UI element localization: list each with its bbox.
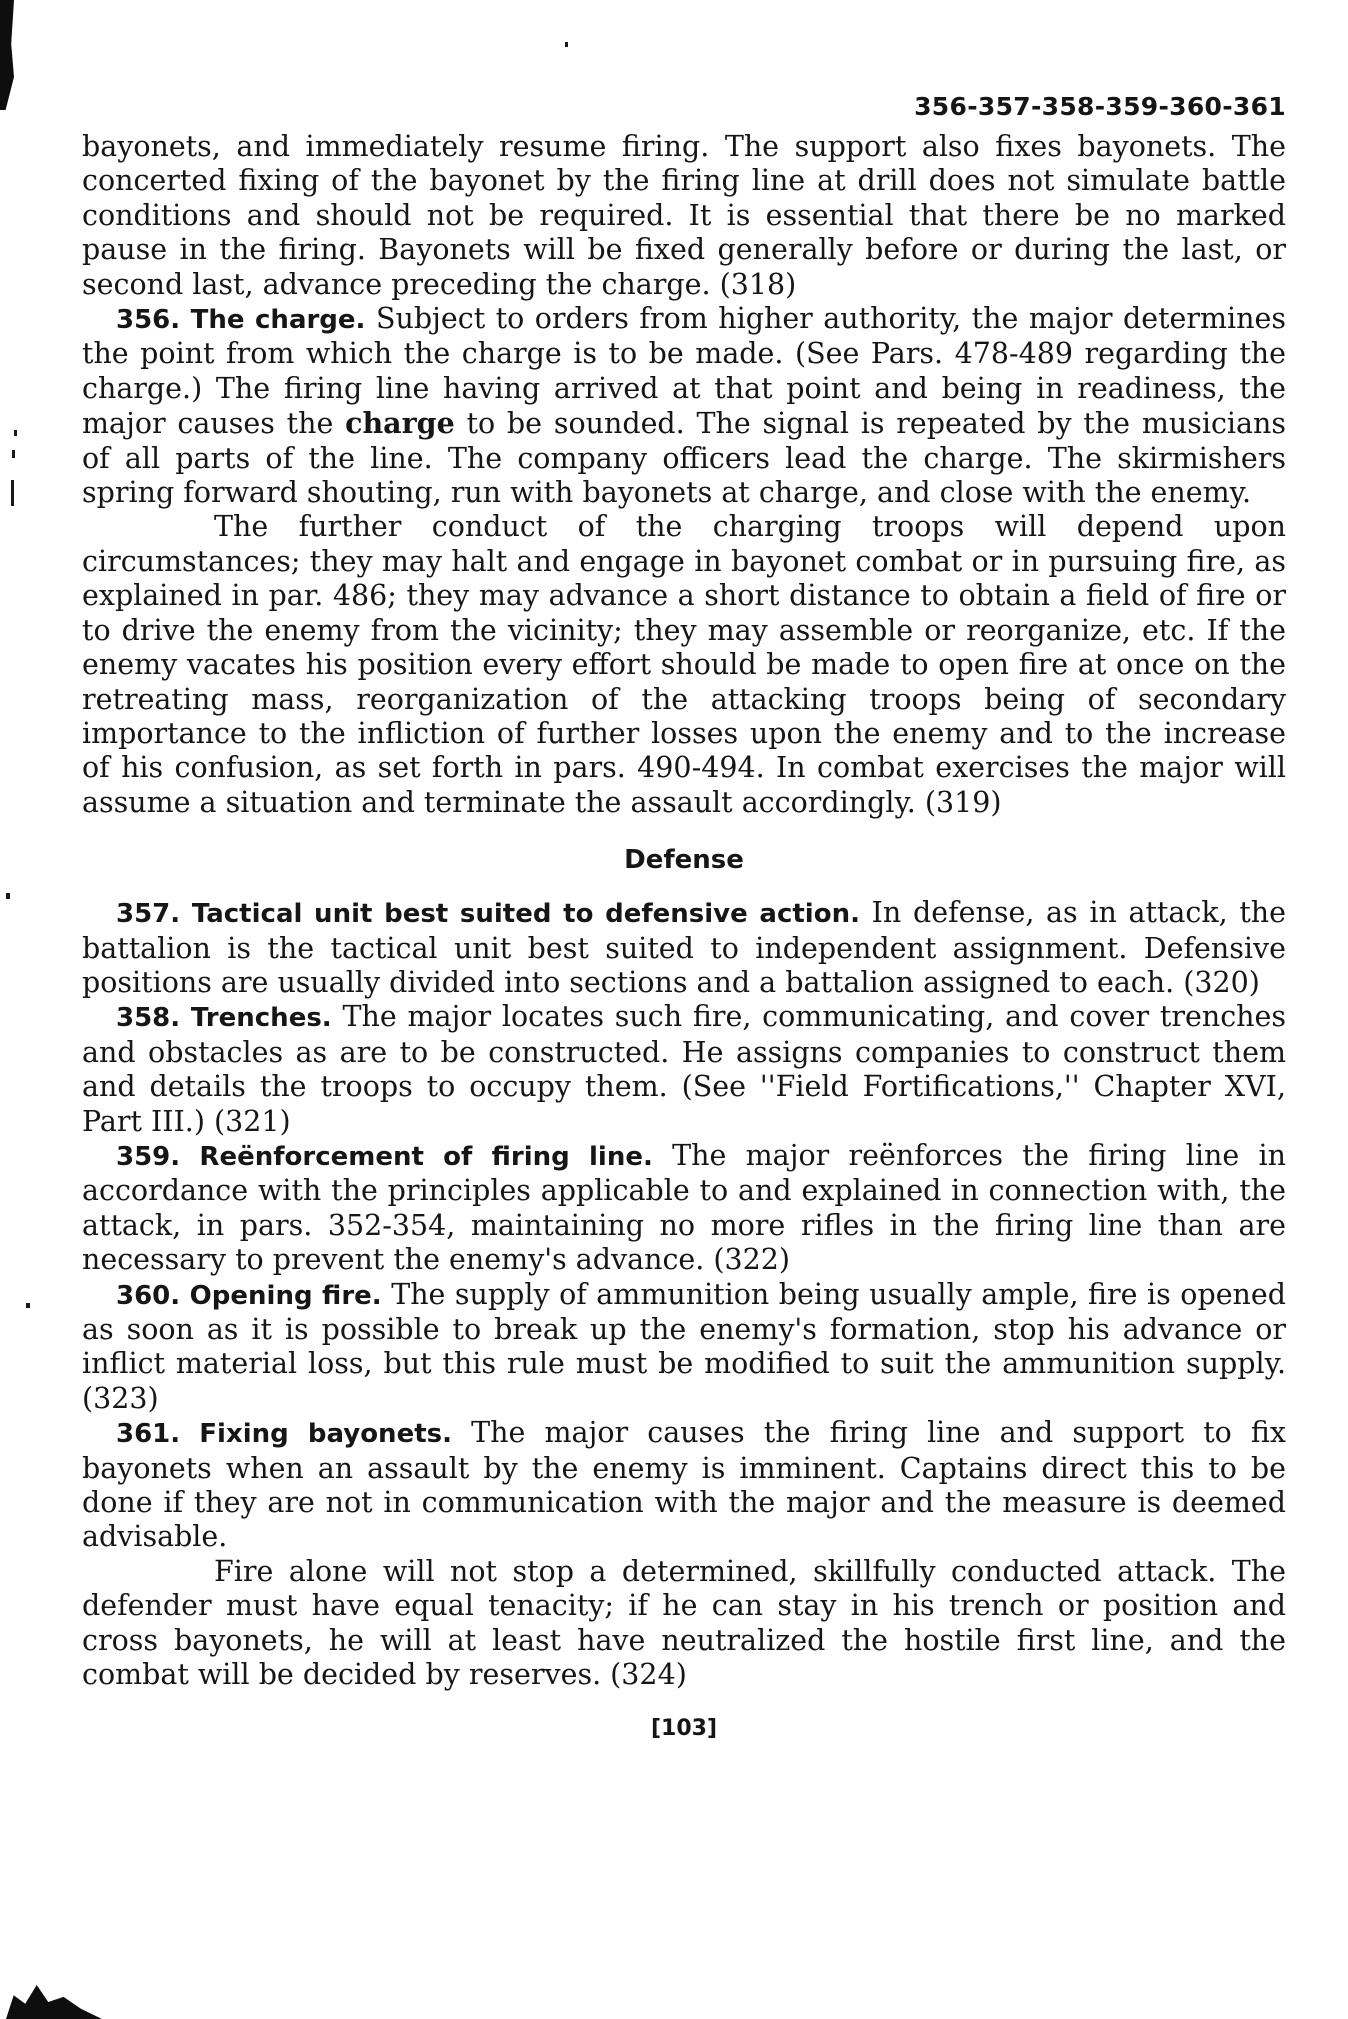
paragraph-title: Trenches. — [190, 1003, 332, 1034]
paragraph-text: The major locates such fire, communicating, and cover trenches and obstacles as are to be constructed. He assigns companies to construct them and details the troops to occupy them. (See ''Field Fortifications,'' Chapter XVI, Part III.) (321) — [82, 1000, 1287, 1138]
paragraph-number: 358. — [116, 1003, 181, 1034]
paragraph-number: 357. — [116, 899, 181, 930]
margin-speck — [6, 893, 10, 899]
paragraph-358 — [82, 1000, 1286, 1139]
paragraph-title: Fixing bayonets. — [199, 1419, 452, 1450]
paragraph-text: to be sounded. The signal is repeated by the musicians of all parts of the line. The company officers lead the charge. The skirmishers spring forward shouting, run with bayonets at charge, and close with the enemy. — [82, 407, 1287, 510]
paragraph-361 — [82, 1416, 1286, 1555]
paragraph-356-continuation: The further conduct of the charging troops will depend upon circumstances; they may halt and engage in bayonet combat or in pursuing fire, as explained in par. 486; they may advance a short distance to obtain a field of fire or to drive the enemy from the vicinity; they may assemble or reorganize, etc. If the enemy vacates his position every effort should be made to open fire at once on the retreating mass, reorganization of the attacking troops being of secondary importance to the infliction of further losses upon the enemy and to the increase of his confusion, as set forth in pars. 490-494. In combat exercises the major will assume a situation and terminate the assault accordingly. (319) — [82, 510, 1286, 819]
paragraph-number: 356. — [116, 305, 181, 336]
paragraph-text: Subject to orders from higher authority, the major determines the point from which the charge is to be made. (See Pars. 478-489 regarding the charge.) The firing line having arrived at that point and being in readiness, the major causes the — [82, 302, 1287, 441]
paragraph-title: Reënforcement of firing line. — [199, 1141, 653, 1172]
paragraph-text: The supply of ammunition being usually ample, fire is opened as soon as it is possible to break up the enemy's formation, stop his advance or inflict material loss, but this rule must be modified to suit the ammunition supply. (323) — [82, 1277, 1287, 1415]
paragraph-number: 359. — [116, 1141, 181, 1172]
paragraph-number: 361. — [116, 1419, 181, 1450]
paragraph-text: The major reënforces the firing line in accordance with the principles applicable to and explained in connection with, the attack, in pars. 352-354, maintaining no more rifles in the firing line than are necessary to prevent the enemy's advance. (322) — [82, 1138, 1286, 1277]
margin-speck — [14, 430, 17, 436]
margin-speck — [11, 480, 14, 506]
paragraph-357 — [82, 896, 1286, 1000]
running-head: 356-357-358-359-360-361 — [914, 92, 1286, 121]
paragraph-title: Opening fire. — [189, 1280, 382, 1311]
book-page — [82, 84, 1286, 1747]
paragraph-360 — [82, 1278, 1286, 1417]
margin-speck — [565, 42, 568, 47]
paragraph-title: The charge. — [190, 305, 366, 336]
paragraph-keyword: charge — [345, 406, 455, 441]
paragraph-356 — [82, 302, 1286, 510]
paragraph-361-continuation: Fire alone will not stop a determined, skillfully conducted attack. The defender must have equal tenacity; if he can stay in his trench or position and cross bayonets, he will at least have neutralized the hostile first line, and the combat will be decided by reserves. (324) — [82, 1554, 1286, 1692]
paragraph-359 — [82, 1139, 1286, 1278]
margin-speck — [12, 450, 15, 458]
opening-paragraph: bayonets, and immediately resume firing. The support also fixes bayonets. The concerted fixing of the bayonet by the firing line at drill does not simulate battle conditions and should not be required. It is essential that there be no marked pause in the firing. Bayonets will be fixed generally before or during the last, or second last, advance preceding the charge. (318) — [82, 130, 1286, 301]
section-heading: Defense — [624, 845, 744, 876]
paragraph-text: In defense, as in attack, the battalion is the tactical unit best suited to independent assignment. Defensive positions are usually divided into sections and a battalion assigned to each. (320) — [82, 896, 1287, 999]
page-number: [103] — [650, 1716, 718, 1742]
scan-edge-artifact-bottom — [6, 1985, 102, 2019]
paragraph-number: 360. — [116, 1280, 181, 1311]
paragraph-text: The major causes the firing line and support to fix bayonets when an assault by the enemy is imminent. Captains direct this to be done if they are not in communication with the major and the measure is deemed advisable. — [82, 1416, 1287, 1554]
margin-speck — [26, 1303, 30, 1308]
paragraph-title: Tactical unit best suited to defensive action. — [191, 899, 860, 930]
scan-edge-artifact-top — [0, 0, 14, 110]
